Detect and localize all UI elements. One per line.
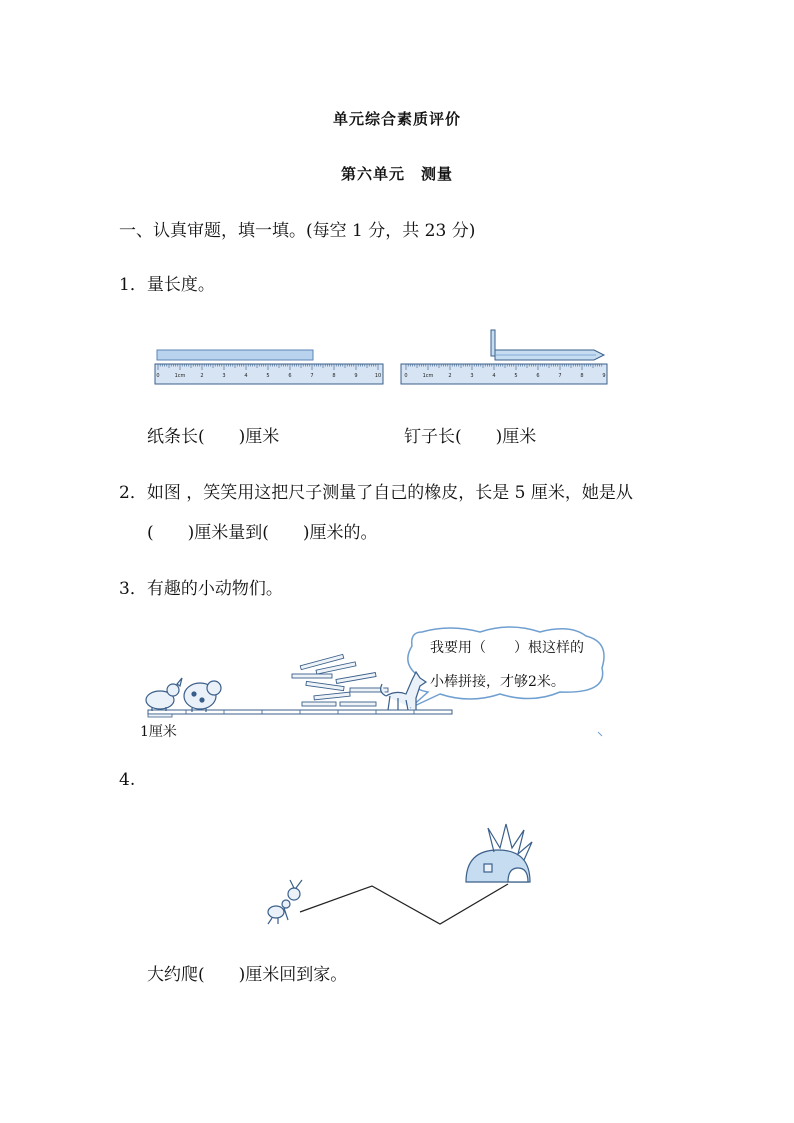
ruler-with-nail [396, 328, 610, 388]
ruler-number: 5 [514, 373, 518, 379]
unit-subtitle: 第六单元 测量 [340, 165, 453, 183]
ruler-number: 9 [602, 373, 606, 379]
ruler-number: 1cm [422, 373, 434, 379]
stick-pile [292, 654, 388, 706]
ruler-number: 4 [244, 373, 248, 379]
ruler-number: 3 [222, 373, 226, 379]
section-heading: 一、认真审题，填一填。(每空 1 分，共 23 分) [119, 221, 476, 241]
ruler-number: 10 [374, 373, 382, 379]
answer-nail-length: 钉子长( )厘米 [404, 427, 537, 447]
ruler-number: 0 [404, 373, 408, 379]
ruler-with-paper-strip [150, 346, 386, 388]
ruler-number: 1cm [174, 373, 186, 379]
ruler-number: 2 [200, 373, 204, 379]
rhino-icon [146, 678, 182, 711]
question-4-answer: 大约爬( )厘米回到家。 [147, 965, 348, 985]
question-4-prompt: 4. [119, 770, 136, 790]
ruler-number: 9 [354, 373, 358, 379]
ruler-number: 4 [492, 373, 496, 379]
ruler-number: 7 [310, 373, 314, 379]
sheep-icon [184, 681, 221, 712]
one-cm-stick [148, 714, 172, 717]
ruler-number: 0 [156, 373, 160, 379]
question-1-prompt: 1．量长度。 [119, 275, 215, 295]
ant-icon [268, 880, 302, 924]
ruler-number: 2 [448, 373, 452, 379]
nail-head [491, 330, 495, 356]
ruler-number: 8 [332, 373, 336, 379]
paper-strip [157, 350, 313, 360]
ruler-number: 6 [536, 373, 540, 379]
question-2-line-1: 2．如图 ，笑笑用这把尺子测量了自己的橡皮，长是 5 厘米，她是从 [119, 483, 633, 503]
crawl-path [300, 884, 508, 924]
ruler-number: 7 [558, 373, 562, 379]
answer-paper-length: 纸条长( )厘米 [147, 427, 280, 447]
bubble-text-line-2: 小棒拼接，才够2米。 [430, 674, 565, 690]
ruler-number: 3 [470, 373, 474, 379]
question-3-prompt: 3．有趣的小动物们。 [119, 579, 283, 599]
question-2-line-2: ( )厘米量到( )厘米的。 [147, 523, 378, 543]
ant-path-illustration [262, 824, 540, 932]
ant-home-icon [466, 824, 532, 882]
ruler-number: 6 [288, 373, 292, 379]
ruler-number: 5 [266, 373, 270, 379]
bubble-text-line-1: 我要用（ ）根这样的 [430, 640, 584, 656]
stick-label: 1厘米 [140, 724, 177, 740]
ruler-number: 8 [580, 373, 584, 379]
page-title: 单元综合素质评价 [332, 110, 461, 128]
